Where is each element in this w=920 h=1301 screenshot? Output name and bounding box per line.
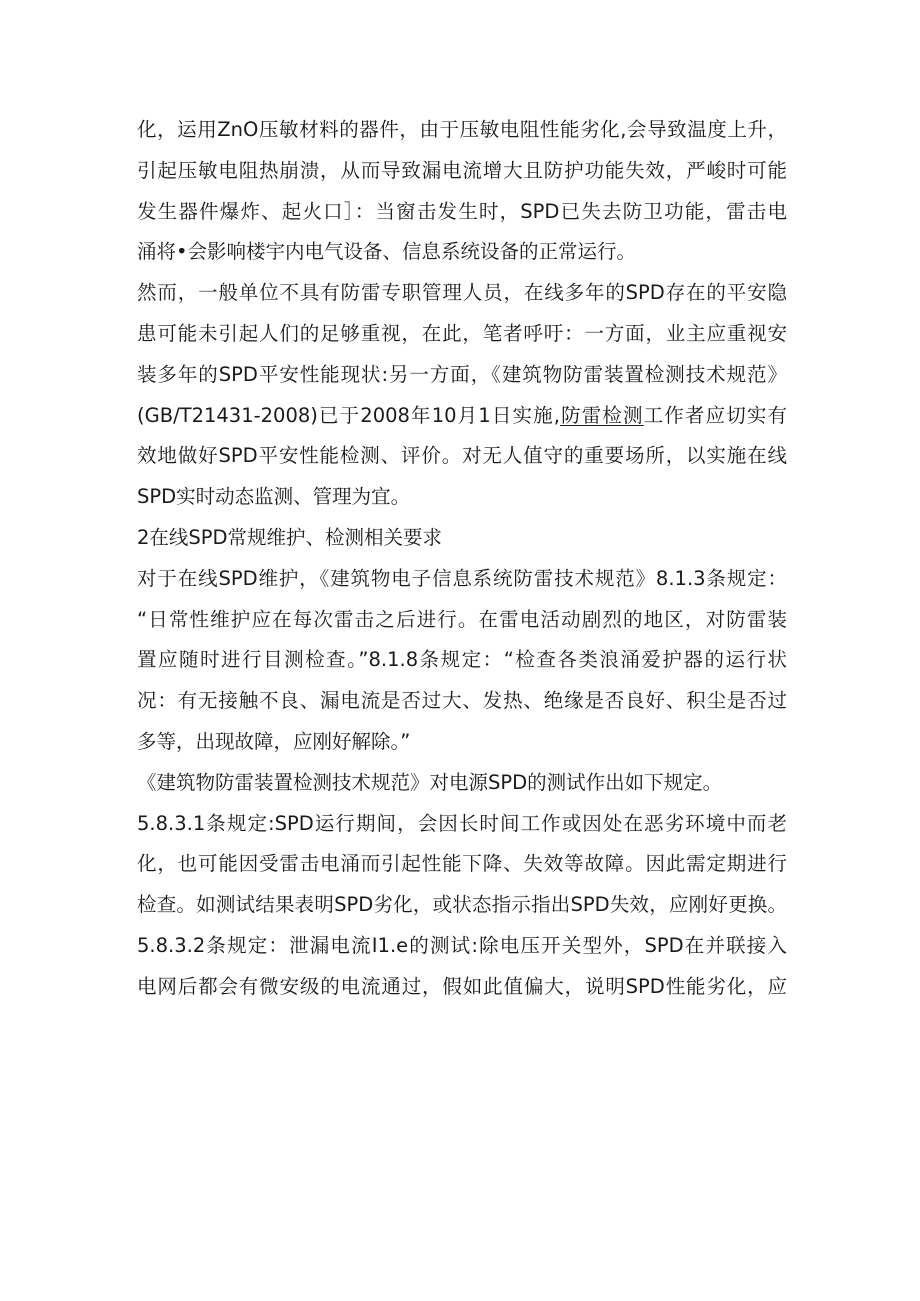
text-line: “日常性维护应在每次雷击之后进行。在雷电活动剧烈的地区，对防雷装	[137, 607, 787, 631]
text-line: 效地做好SPD平安性能检测、评价。对无人值守的重要场所，以实施在线	[137, 444, 787, 468]
text-line: 涌将•会影响楼宇内电气设备、信息系统设备的正常运行。	[137, 240, 637, 264]
text-line: 化，运用ZnO压敏材料的器件，由于压敏电阻性能劣化,会导致温度上升，	[137, 118, 787, 141]
inspection-link[interactable]: 防雷检测	[559, 403, 644, 427]
text-line: 对于在线SPD维护，《建筑物电子信息系统防雷技术规范》8.1.3条规定：	[137, 566, 787, 590]
text-line: 装多年的SPD平安性能现状:另一方面，《建筑物防雷装置检测技术规范》	[137, 362, 787, 386]
text-line-with-link	[137, 396, 787, 437]
text-line: 检查。如测试结果表明SPD劣化，或状态指示指出SPD失效，应刚好更换。	[137, 893, 787, 917]
document-body	[137, 110, 787, 1008]
text-line: 多等，出现故障，应刚好解除。”	[137, 729, 411, 753]
text-line: 引起压敏电阻热崩溃，从而导致漏电流增大且防护功能失效，严峻时可能	[137, 158, 787, 182]
section-heading: 2在线SPD常规维护、检测相关要求	[137, 525, 443, 549]
text-line: 《建筑物防雷装置检测技术规范》对电源SPD的测试作出如下规定。	[137, 770, 723, 794]
text-segment: 工作者应切实有	[643, 403, 787, 427]
text-line: 置应随时进行目测检查。”8.1.8条规定：“检查各类浪涌爱护器的运行状	[137, 648, 787, 672]
text-line: 电网后都会有微安级的电流通过，假如此值偏大，说明SPD性能劣化，应	[137, 974, 787, 998]
text-line: 况：有无接触不良、漏电流是否过大、发热、绝缘是否良好、积尘是否过	[137, 689, 787, 713]
text-line: 发生器件爆炸、起火口］：当窗击发生时，SPD已失去防卫功能，雷击电	[137, 199, 787, 223]
text-line: 5.8.3.2条规定：泄漏电流I1.e的测试:除电压开关型外，SPD在并联接入	[137, 933, 787, 957]
text-line: 化，也可能因受雷击电涌而引起性能下降、失效等故障。因此需定期进行	[137, 852, 787, 876]
text-line: 然而，一般单位不具有防雷专职管理人员，在线多年的SPD存在的平安隐	[137, 281, 787, 305]
text-segment: (GB/T21431-2008)已于2008年10月1日实施,	[137, 403, 560, 427]
text-line: 5.8.3.1条规定:SPD运行期间，会因长时间工作或因处在恶劣环境中而老	[137, 811, 787, 835]
text-line: 患可能未引起人们的足够重视，在此，笔者呼吁：一方面，业主应重视安	[137, 321, 787, 345]
text-line: SPD实时动态监测、管理为宜。	[137, 485, 411, 509]
